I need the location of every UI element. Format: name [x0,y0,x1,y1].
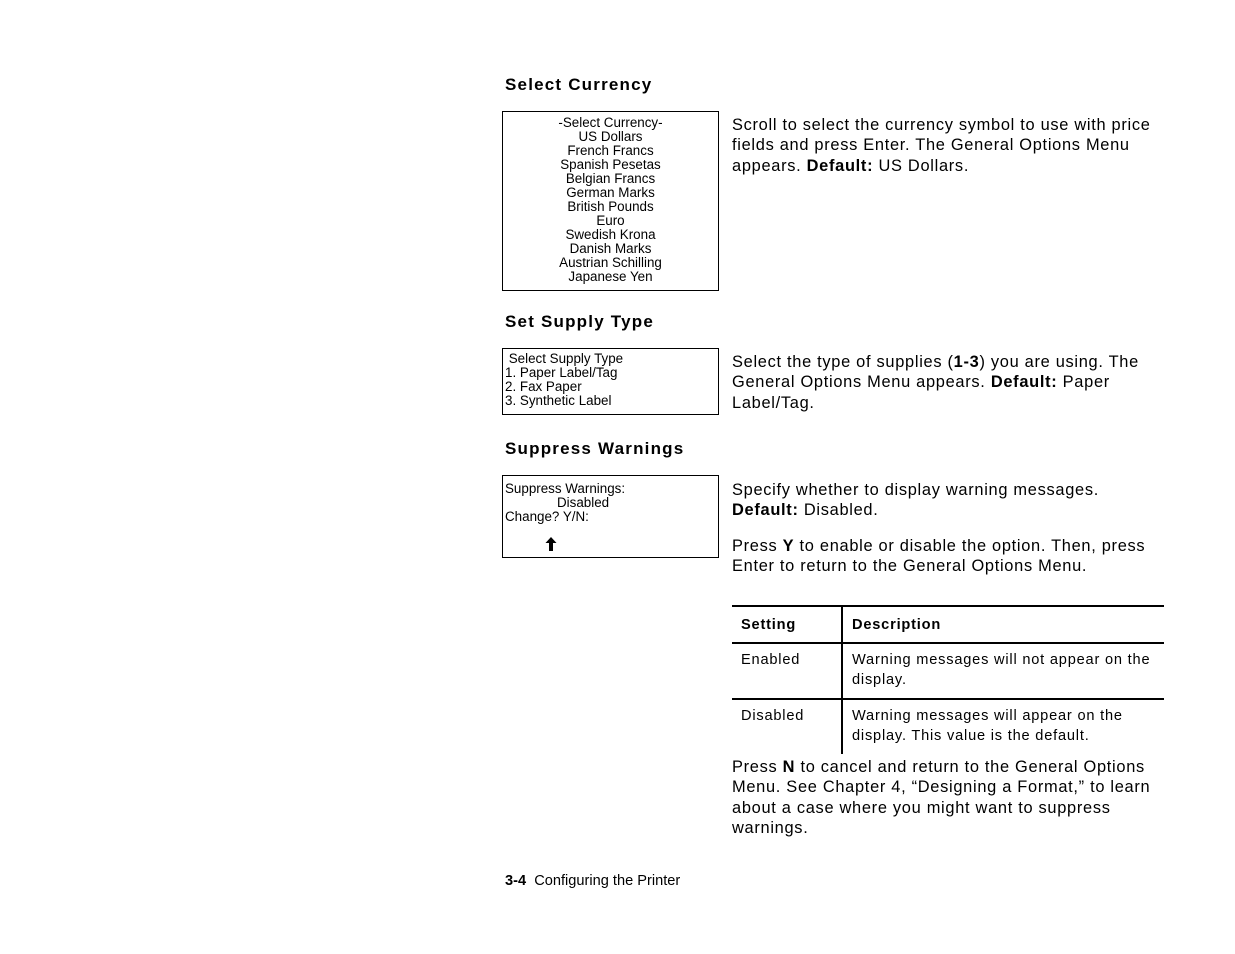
default-value: US Dollars. [873,156,970,175]
display-line: Euro [596,213,625,228]
display-line: Suppress Warnings: [505,481,626,496]
table-row [732,699,1164,754]
display-line: French Francs [567,143,654,158]
default-value: Paper Label/Tag. [732,373,1110,412]
column-header-description: Description [842,606,1164,643]
table-header-row [732,606,1164,643]
display-line: German Marks [566,185,655,200]
description-text: Scroll to select the currency symbol to use with price fields and press Enter. The General Options Menu appears. [732,116,1151,175]
display-line: 3. Synthetic Label [505,393,612,408]
instruction-text: Press [732,537,783,555]
instruction-text: to enable or disable the option. Then, press Enter to return to the General Options Menu. [732,537,1146,576]
select-currency-heading: Select Currency [505,75,653,94]
set-supply-type-heading: Set Supply Type [505,312,654,331]
page-number: 3-4 [505,873,527,889]
page-footer [505,873,680,889]
enable-instructions [732,536,1162,577]
setting-cell: Enabled [732,643,842,699]
default-label: Default: [732,501,799,520]
supply-description [732,352,1162,413]
display-line: Austrian Schilling [559,255,662,270]
settings-table [732,605,1164,754]
instruction-text: to cancel and return to the General Options Menu. See Chapter 4, “Designing a Format,” to learn about a case where you might want to suppress warnings. [732,758,1151,838]
chapter-title: Configuring the Printer [526,873,681,889]
default-label: Default: [990,373,1058,392]
description-text: ) you are using. The General Options Menu appears. [732,353,1139,392]
currency-display [502,111,719,291]
instruction-text: Press [732,758,783,776]
description-text: Specify whether to display warning messages. [732,481,1099,499]
default-label: Default: [806,156,874,175]
description-cell: Warning messages will not appear on the display. [842,643,1164,699]
suppress-warnings-heading: Suppress Warnings [505,439,685,458]
display-line: Japanese Yen [568,269,653,284]
display-line: 1. Paper Label/Tag [505,365,618,380]
display-line: Disabled [557,495,610,510]
setting-cell: Disabled [732,699,842,754]
display-line: British Pounds [567,199,654,214]
display-line: Danish Marks [569,241,652,256]
cancel-instructions [732,757,1162,839]
display-line: Belgian Francs [565,171,656,186]
display-line: Select Supply Type [505,351,624,366]
warnings-display [502,475,719,558]
range-label: 1-3 [953,353,980,371]
key-label: Y [782,537,795,555]
display-line: -Select Currency- [558,115,663,130]
supply-display [502,348,719,415]
display-line: Spanish Pesetas [560,157,661,172]
description-cell: Warning messages will appear on the display. This value is the default. [852,708,1123,744]
column-header-setting: Setting [732,606,842,643]
display-line: 2. Fax Paper [505,379,582,394]
description-text: Select the type of supplies ( [732,353,954,371]
key-label: N [782,758,796,776]
up-arrow-icon [545,537,557,551]
default-value: Disabled. [798,501,879,520]
table-row [732,643,1164,699]
display-line: US Dollars [578,129,643,144]
currency-description [732,115,1162,176]
warnings-description [732,480,1162,521]
display-line: Change? Y/N: [505,509,589,524]
display-line: Swedish Krona [565,227,656,242]
